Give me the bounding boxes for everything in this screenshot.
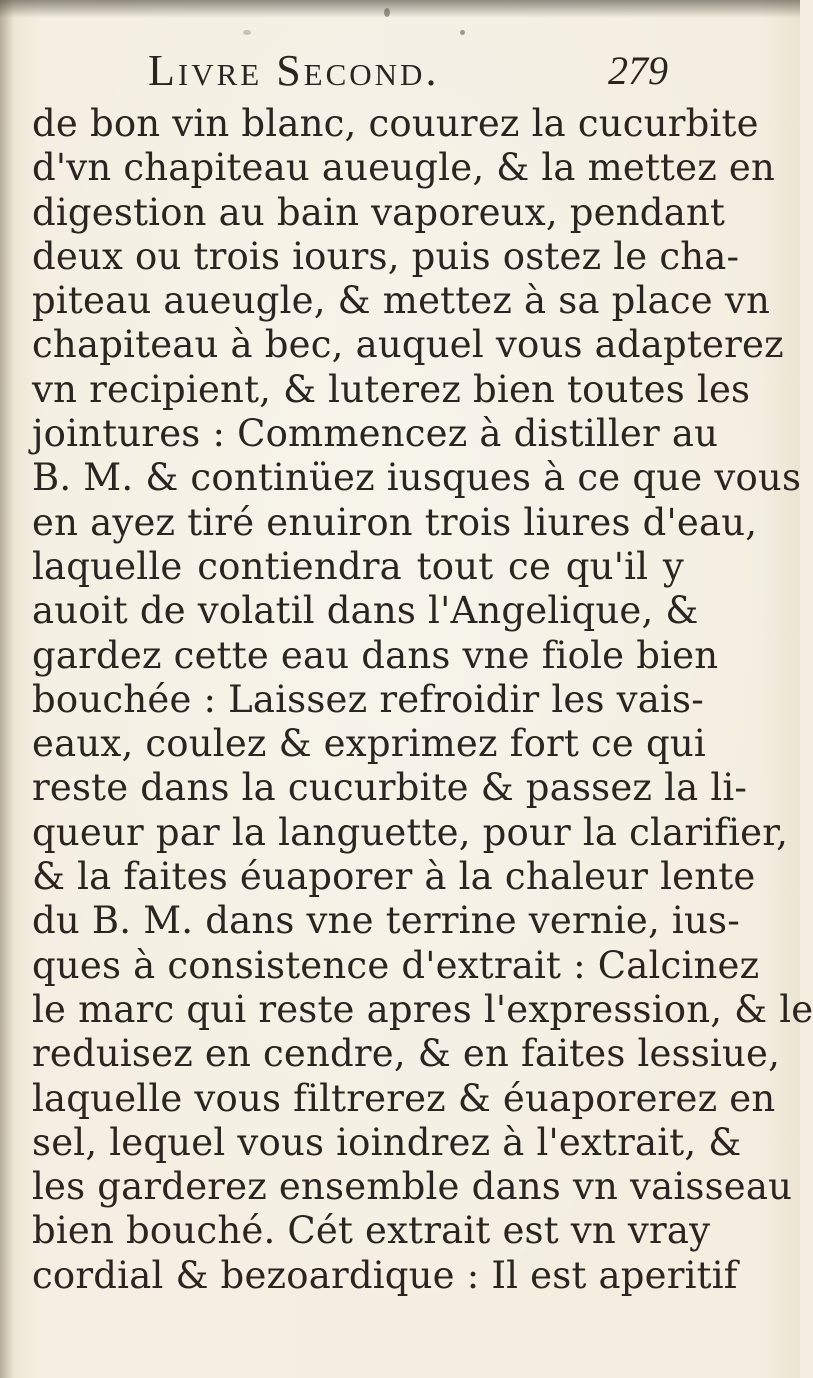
text-line: laquelle vous filtrerez & éuaporerez en <box>32 1076 776 1120</box>
text-line: le marc qui reste apres l'expression, & le <box>32 987 813 1031</box>
text-line: bouchée : Laissez refroidir les vais- <box>32 677 704 721</box>
text-line: laquelle contiendra tout ce qu'il y <box>32 544 684 588</box>
text-line: B. M. & continüez iusques à ce que vous <box>32 456 802 500</box>
text-line: digestion au bain vaporeux, pendant <box>32 190 726 234</box>
text-line: ques à consistence d'extrait : Calcinez <box>32 943 760 987</box>
text-line: sel, lequel vous ioindrez à l'extrait, & <box>32 1120 742 1164</box>
text-line: reste dans la cucurbite & passez la li- <box>32 766 748 810</box>
ink-speck <box>460 30 465 35</box>
text-line: chapiteau à bec, auquel vous adapterez <box>32 323 784 367</box>
text-line: deux ou trois iours, puis ostez le cha- <box>32 234 740 278</box>
text-line: eaux, coulez & exprimez fort ce qui <box>32 722 706 766</box>
page-number: 279 <box>608 48 668 93</box>
text-line: vn recipient, & luterez bien toutes les <box>32 367 751 411</box>
page-top-shadow <box>0 0 800 18</box>
text-line: auoit de volatil dans l'Angelique, & <box>32 589 699 633</box>
page-gutter-shadow <box>0 0 14 1378</box>
ink-speck <box>384 8 390 17</box>
text-line: & la faites éuaporer à la chaleur lente <box>32 855 756 899</box>
text-line: queur par la languette, pour la clarifier, <box>32 810 789 854</box>
text-line: bien bouché. Cét extrait est vn vray <box>32 1209 711 1253</box>
text-line: gardez cette eau dans vne fiole bien <box>32 633 719 677</box>
body-text <box>32 102 813 1298</box>
text-line: les garderez ensemble dans vn vaisseau <box>32 1165 793 1209</box>
text-line: du B. M. dans vne terrine vernie, ius- <box>32 899 740 943</box>
text-line: d'vn chapiteau aueugle, & la mettez en <box>32 146 775 190</box>
running-head: Livre Second. <box>148 46 440 95</box>
text-line: cordial & bezoardique : Il est aperitif <box>32 1253 738 1297</box>
text-line: piteau aueugle, & mettez à sa place vn <box>32 279 770 323</box>
text-line: de bon vin blanc, couurez la cucurbite <box>32 102 759 145</box>
page-header <box>148 46 668 96</box>
ink-speck <box>243 30 251 35</box>
text-line: en ayez tiré enuiron trois liures d'eau, <box>32 500 758 544</box>
text-line: jointures : Commencez à distiller au <box>32 412 719 456</box>
text-line: reduisez en cendre, & en faites lessiue, <box>32 1032 781 1076</box>
